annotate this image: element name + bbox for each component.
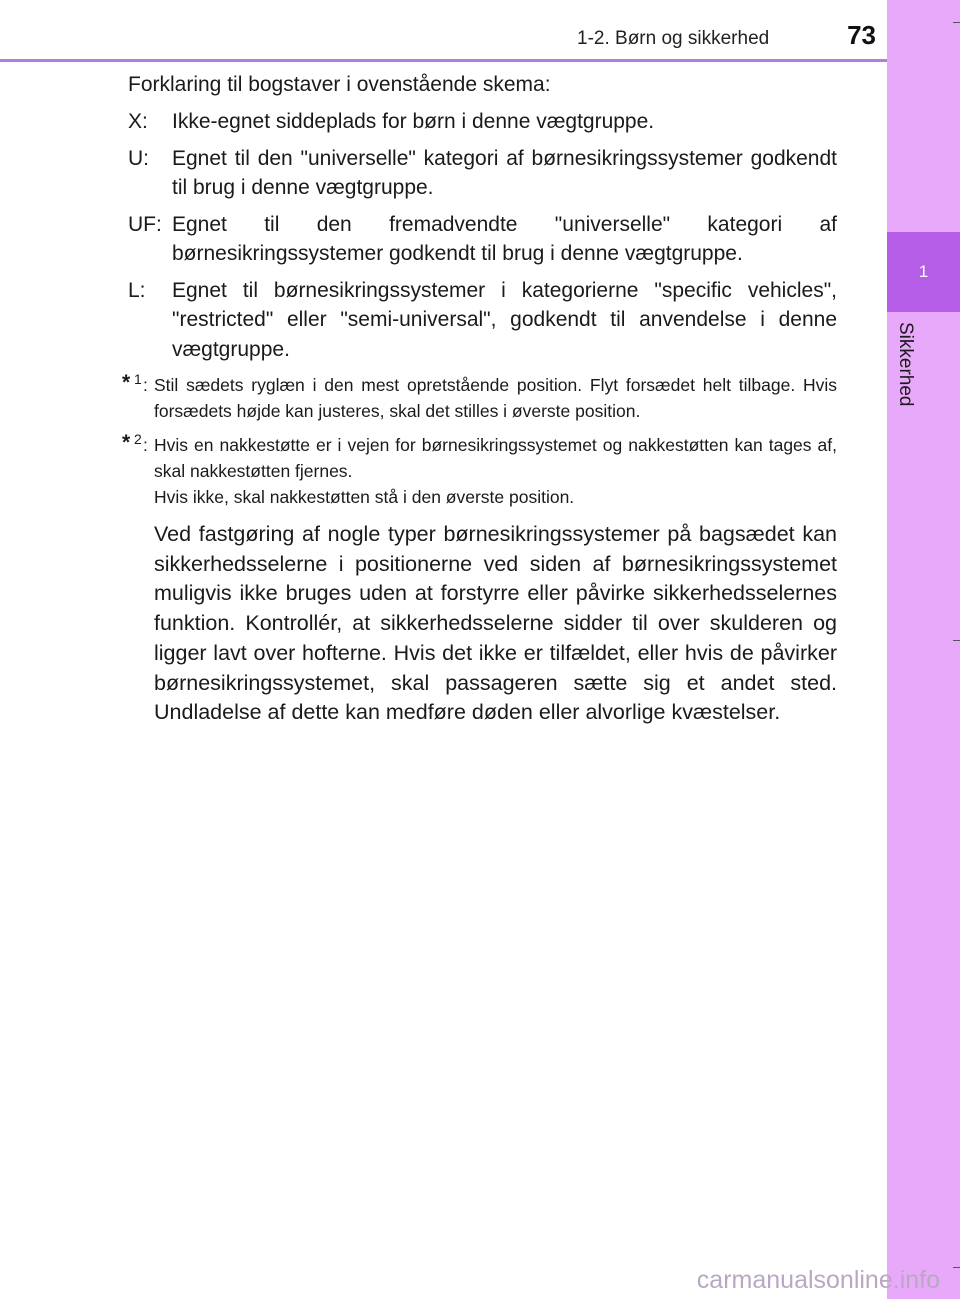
definition-key: UF: xyxy=(128,212,162,236)
footnote-text xyxy=(154,432,837,510)
definition-key: L: xyxy=(128,278,146,302)
crop-mark xyxy=(953,22,960,23)
page-number: 73 xyxy=(847,20,876,50)
crop-mark xyxy=(953,1267,960,1268)
definition-item xyxy=(128,210,837,269)
footnote-colon: : xyxy=(143,435,148,455)
footnote xyxy=(122,371,837,424)
footnote-line: Stil sædets ryglæn i den mest opretstående position. Flyt forsædet helt tilbage. Hvis forsædets højde kan justeres, skal det stilles i øverste position. xyxy=(154,375,837,421)
side-tab xyxy=(887,0,960,1299)
footnote-marker xyxy=(122,371,154,424)
definition-text: Egnet til den "universelle" kategori af børnesikringssystemer godkendt til brug i denne vægtgruppe. xyxy=(172,146,837,199)
footnote xyxy=(122,431,837,510)
chapter-label: Sikkerhed xyxy=(895,322,916,407)
footnote-line: Hvis ikke, skal nakkestøtten stå i den øverste position. xyxy=(154,487,575,507)
definition-text: Egnet til børnesikringssystemer i kategorierne "specific vehicles", "restricted" eller "semi-universal", godkendt til anvendelse i denne vægtgruppe. xyxy=(172,278,837,361)
section-title: 1-2. Børn og sikkerhed xyxy=(577,28,770,49)
header-rule xyxy=(0,59,887,62)
watermark-text: carmanualsonline.info xyxy=(696,1266,940,1294)
chapter-number: 1 xyxy=(918,262,929,281)
crop-mark xyxy=(953,640,960,641)
footnote-star: * xyxy=(122,371,131,394)
definition-item xyxy=(128,276,837,365)
definition-item xyxy=(128,144,837,203)
definition-text: Ikke-egnet siddeplads for børn i denne vægtgruppe. xyxy=(172,110,655,133)
definition-key: X: xyxy=(128,110,148,133)
chapter-tab xyxy=(887,232,960,312)
footnote-star: * xyxy=(122,431,131,454)
intro-text: Forklaring til bogstaver i ovenstående skema: xyxy=(128,73,551,96)
body-paragraph: Ved fastgøring af nogle typer børnesikringssystemer på bagsædet kan sikkerhedsselerne i positionerne ved siden af børnesikringssystemet muligvis ikke bruges uden at forstyrre eller påvirke sikkerhedsselernes funktion. Kontrollér, at sikkerhedsselerne sidder til over skulderen og ligger lavt over hofterne. Hvis det ikke er tilfældet, eller hvis de påvirker børnesikringssystemet, skal passageren sætte sig et andet sted. Undladelse af dette kan medføre døden eller alvorlige kvæstelser. xyxy=(154,522,837,725)
footnote-number: 2 xyxy=(134,431,142,447)
definition-key: U: xyxy=(128,146,149,170)
definition-text: Egnet til den fremadvendte "universelle" kategori af børnesikringssystemer godkendt til brug i denne vægtgruppe. xyxy=(172,212,837,265)
footnote-marker xyxy=(122,431,154,510)
footnote-line: Hvis en nakkestøtte er i vejen for børnesikringssystemet og nakkestøtten kan tages af, skal nakkestøtten fjernes. xyxy=(154,435,837,481)
footnote-text xyxy=(154,372,837,424)
footnote-number: 1 xyxy=(134,371,142,387)
page-content xyxy=(122,70,837,728)
footnote-colon: : xyxy=(143,375,148,395)
definition-item xyxy=(128,107,837,137)
